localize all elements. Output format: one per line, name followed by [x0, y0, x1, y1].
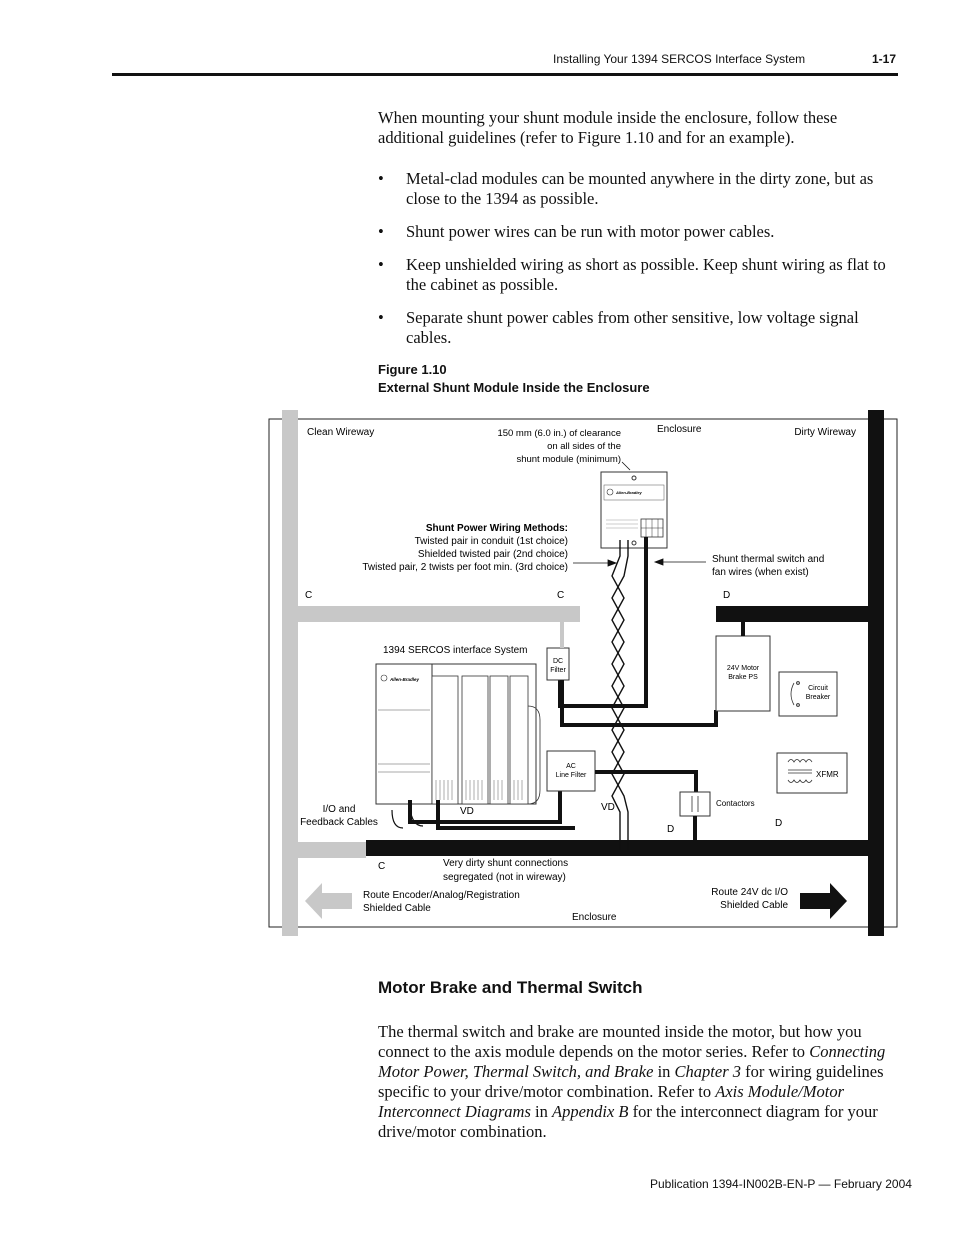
encoder-route-arrow [305, 883, 352, 919]
intro-paragraph: When mounting your shunt module inside the enclosure, follow these additional guidelines (refer to Figure 1.10 and for an example). [378, 108, 838, 147]
contactors-label: Contactors [716, 799, 755, 808]
ac-filter-label-2: Line Filter [555, 772, 587, 779]
publication-footer: Publication 1394-IN002B-EN-P — February 2004 [650, 1177, 912, 1191]
route-24v-label-1: Route 24V dc I/O [711, 887, 788, 898]
zone-vd-label: VD [601, 802, 615, 813]
clearance-line-2: on all sides of the [547, 441, 621, 452]
zone-d-label: D [667, 824, 675, 835]
ac-line-wire [595, 772, 696, 792]
clean-wireway-bottom [282, 842, 366, 858]
cross-reference: Axis Module/Motor Interconnect Diagrams [378, 1082, 845, 1121]
dirty-wireway-bottom [366, 840, 868, 856]
paragraph-text: for wiring guidelines specific to your drive/motor combination. Refer to [378, 1062, 884, 1101]
zone-c-label: C [305, 590, 313, 601]
route-24v-label-2: Shielded Cable [720, 900, 788, 911]
clean-wireway-label: Clean Wireway [307, 427, 375, 438]
io-route-arrow [800, 883, 847, 919]
page-number: 1-17 [872, 52, 897, 66]
dirty-wireway-vertical [868, 410, 884, 936]
xfmr-label: XFMR [816, 770, 839, 779]
cross-reference: Appendix B [552, 1102, 629, 1121]
breaker-label-1: Circuit [808, 685, 828, 692]
bullet-text: Separate shunt power cables from other sensitive, low voltage signal cables. [406, 308, 859, 347]
enclosure-bottom-label: Enclosure [572, 912, 617, 923]
sercos-system-drive [376, 664, 540, 804]
brake-ps-label-1: 24V Motor [726, 665, 760, 672]
shunt-logo: Allen-Bradley [616, 490, 642, 495]
clearance-line-1: 150 mm (6.0 in.) of clearance [497, 428, 621, 439]
route-encoder-label-2: Shielded Cable [363, 903, 431, 914]
io-cable-curve [392, 810, 403, 828]
dc-filter-label-1: DC [552, 658, 564, 665]
zone-c-label: C [378, 861, 386, 872]
paragraph-text: in [653, 1062, 675, 1081]
bullet-text: Metal-clad modules can be mounted anywhere in the dirty zone, but as close to the 1394 as possible. [406, 169, 874, 208]
shunt-module [601, 472, 667, 548]
thermal-switch-label-1: Shunt thermal switch and [712, 554, 825, 565]
section-paragraph [378, 1022, 898, 1142]
paragraph-text: The thermal switch and brake are mounted inside the motor, but how you connect to the axis module depends on the motor series. Refer to [378, 1022, 862, 1061]
clearance-line-3: shunt module (minimum) [516, 454, 621, 465]
bullet-text: Shunt power wires can be run with motor power cables. [406, 222, 775, 241]
dirty-wireway-label: Dirty Wireway [794, 427, 856, 438]
clean-wireway-horizontal [298, 606, 580, 622]
running-header: Installing Your 1394 SERCOS Interface System [553, 52, 806, 66]
dc-filter-label-2: Filter [550, 667, 566, 674]
bullet-dot: • [378, 308, 384, 327]
zone-vd-label: VD [460, 806, 474, 817]
io-cables-label-1: I/O and [322, 804, 356, 815]
wiring-method-3: Twisted pair, 2 twists per foot min. (3rd choice) [362, 562, 568, 573]
dc-bus-wire [562, 680, 716, 725]
zone-c-label: C [557, 590, 565, 601]
cross-reference: Connecting Motor Power, Thermal Switch, and Brake [378, 1042, 886, 1081]
bullet-dot: • [378, 222, 384, 241]
bullet-text: Keep unshielded wiring as short as possible. Keep shunt wiring as flat to the cabinet as possible. [406, 255, 886, 294]
io-cables-label-2: Feedback Cables [300, 817, 378, 828]
zone-d-label: D [775, 818, 783, 829]
very-dirty-label-1: Very dirty shunt connections [443, 858, 569, 869]
thermal-switch-label-2: fan wires (when exist) [712, 567, 809, 578]
drive-logo: Allen-Bradley [390, 677, 420, 682]
enclosure-top-label: Enclosure [657, 424, 702, 435]
contactors-box [680, 792, 710, 816]
very-dirty-label-2: segregated (not in wireway) [443, 872, 566, 883]
brake-ps-label-2: Brake PS [728, 674, 758, 681]
bullet-dot: • [378, 169, 384, 188]
sercos-system-label: 1394 SERCOS interface System [383, 645, 528, 656]
ac-filter-label-1: AC [566, 763, 576, 770]
bullet-dot: • [378, 255, 384, 274]
cross-reference: Chapter 3 [674, 1062, 742, 1081]
paragraph-text: in [530, 1102, 552, 1121]
zone-d-label: D [723, 590, 731, 601]
wiring-method-2: Shielded twisted pair (2nd choice) [417, 549, 568, 560]
wiring-methods-title: Shunt Power Wiring Methods: [425, 523, 568, 534]
figure-number: Figure 1.10 [378, 362, 447, 377]
route-encoder-label-1: Route Encoder/Analog/Registration [363, 890, 520, 901]
wiring-method-1: Twisted pair in conduit (1st choice) [414, 536, 568, 547]
paragraph-text: for the interconnect diagram for your drive/motor combination. [378, 1102, 878, 1141]
figure-title: External Shunt Module Inside the Enclosure [378, 380, 650, 395]
dirty-wireway-horizontal [716, 606, 868, 622]
section-heading: Motor Brake and Thermal Switch [378, 978, 643, 997]
breaker-label-2: Breaker [805, 694, 831, 701]
ac-filter-box [547, 751, 595, 791]
